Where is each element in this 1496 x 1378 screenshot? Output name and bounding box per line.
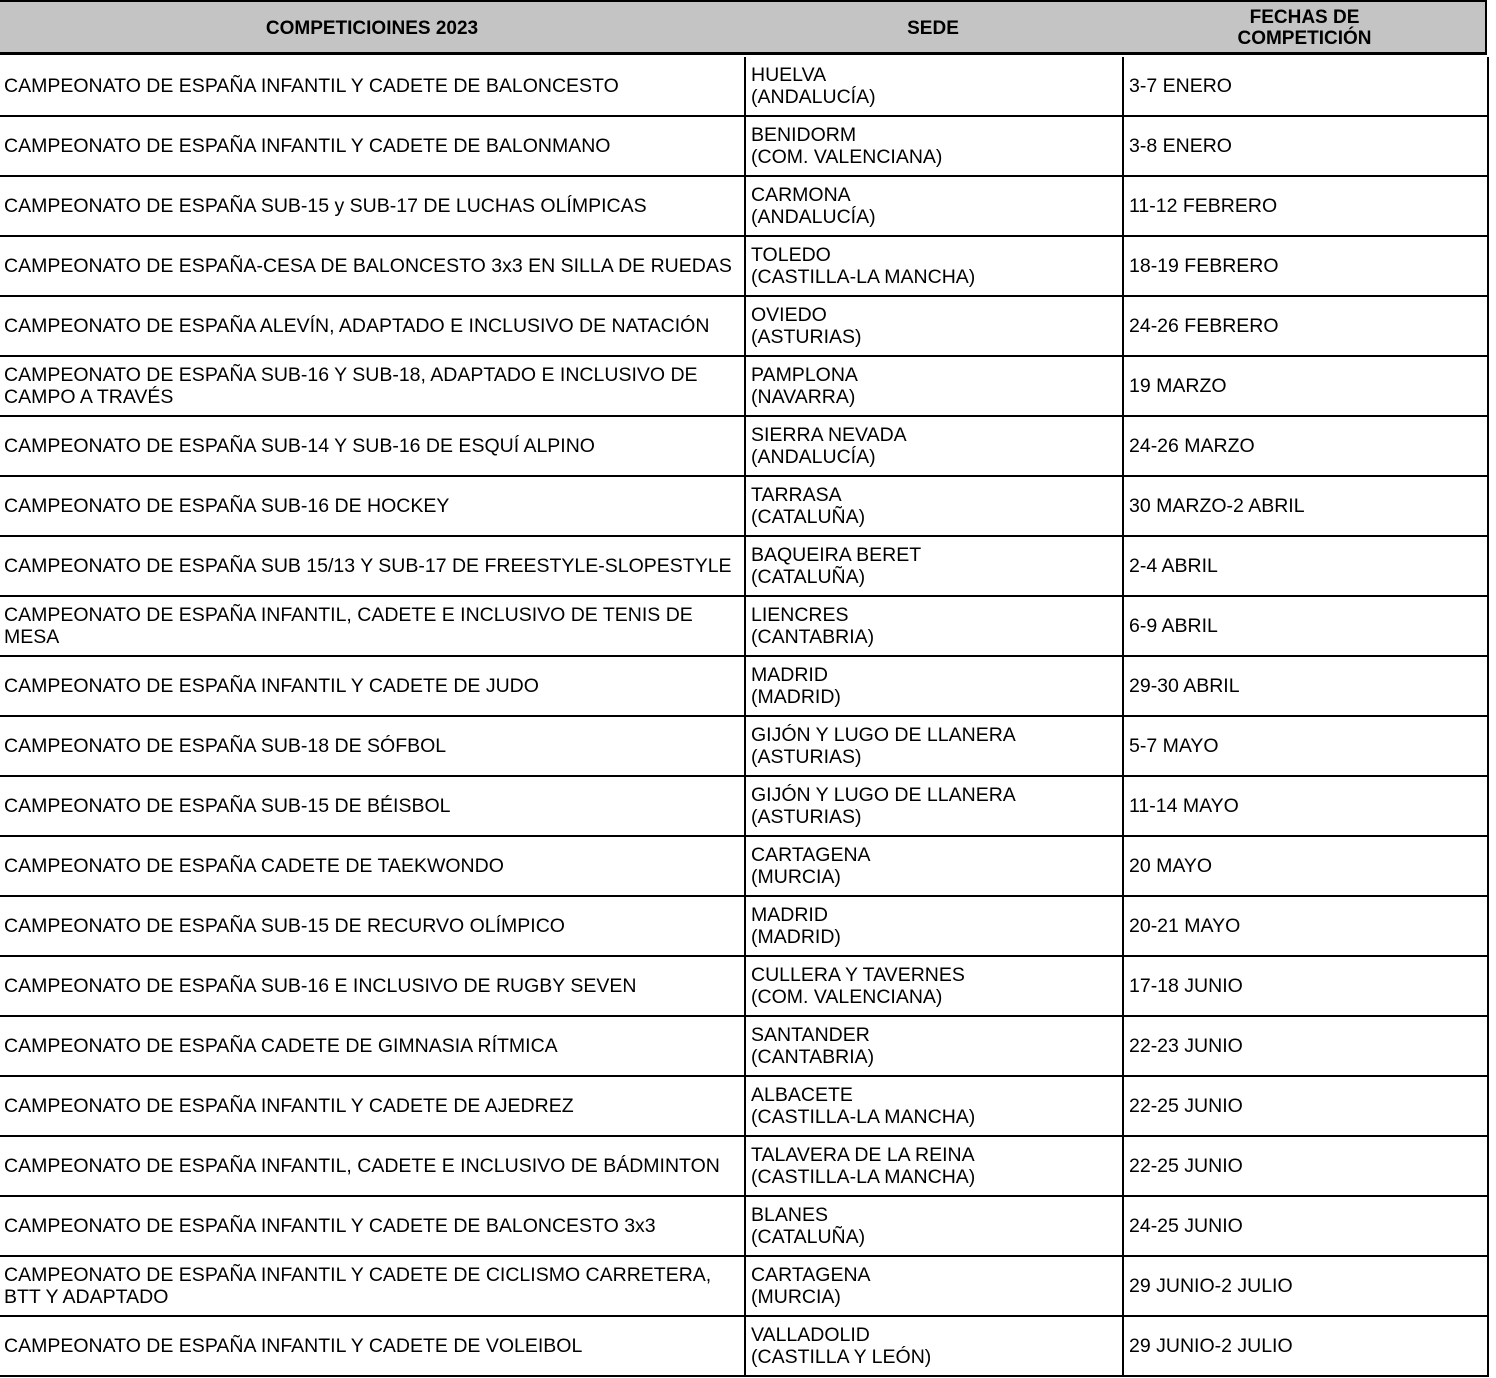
competition-cell: CAMPEONATO DE ESPAÑA SUB-16 DE HOCKEY xyxy=(4,495,450,517)
table-row xyxy=(0,1197,1489,1257)
table-row xyxy=(0,417,1489,477)
dates-cell: 22-25 JUNIO xyxy=(1122,1077,1489,1135)
venue-cell xyxy=(744,537,1122,595)
venue-cell xyxy=(744,1137,1122,1195)
venue-cell xyxy=(744,1077,1122,1135)
venue-region: (CANTABRIA) xyxy=(751,1046,875,1068)
venue-city: CARTAGENA xyxy=(751,844,871,866)
table-row xyxy=(0,777,1489,837)
venue-city: ALBACETE xyxy=(751,1084,853,1106)
venue-city: BENIDORM xyxy=(751,124,857,146)
venue-cell xyxy=(744,237,1122,295)
table-row xyxy=(0,177,1489,237)
venue-region: (MADRID) xyxy=(751,686,841,708)
venue-city: CULLERA Y TAVERNES xyxy=(751,964,965,986)
venue-city: GIJÓN Y LUGO DE LLANERA xyxy=(751,724,1016,746)
dates-cell: 20-21 MAYO xyxy=(1122,897,1489,955)
venue-city: TALAVERA DE LA REINA xyxy=(751,1144,975,1166)
dates-cell: 2-4 ABRIL xyxy=(1122,537,1489,595)
competition-cell: CAMPEONATO DE ESPAÑA INFANTIL Y CADETE DE VOLEIBOL xyxy=(4,1335,583,1357)
dates-cell: 24-26 FEBRERO xyxy=(1122,297,1489,355)
venue-cell xyxy=(744,357,1122,415)
header-dates xyxy=(1122,2,1487,54)
venue-cell xyxy=(744,777,1122,835)
competition-cell: CAMPEONATO DE ESPAÑA SUB-14 Y SUB-16 DE ESQUÍ ALPINO xyxy=(4,435,595,457)
table-row xyxy=(0,357,1489,417)
header-dates-line1: FECHAS DE xyxy=(1249,7,1360,28)
venue-city: BAQUEIRA BERET xyxy=(751,544,922,566)
venue-city: PAMPLONA xyxy=(751,364,858,386)
dates-cell: 22-25 JUNIO xyxy=(1122,1137,1489,1195)
venue-city: CARTAGENA xyxy=(751,1264,871,1286)
dates-cell: 11-12 FEBRERO xyxy=(1122,177,1489,235)
venue-cell xyxy=(744,1197,1122,1255)
competition-cell: CAMPEONATO DE ESPAÑA SUB-15 y SUB-17 DE LUCHAS OLÍMPICAS xyxy=(4,195,647,217)
competition-cell: CAMPEONATO DE ESPAÑA INFANTIL, CADETE E INCLUSIVO DE BÁDMINTON xyxy=(4,1155,720,1177)
dates-cell: 29 JUNIO-2 JULIO xyxy=(1122,1257,1489,1315)
venue-cell xyxy=(744,57,1122,115)
venue-region: (CANTABRIA) xyxy=(751,626,875,648)
venue-city: LIENCRES xyxy=(751,604,849,626)
table-row xyxy=(0,957,1489,1017)
venue-region: (CASTILLA-LA MANCHA) xyxy=(751,1166,976,1188)
dates-cell: 24-26 MARZO xyxy=(1122,417,1489,475)
table-row xyxy=(0,1317,1489,1377)
venue-region: (ASTURIAS) xyxy=(751,326,862,348)
venue-cell xyxy=(744,477,1122,535)
venue-city: OVIEDO xyxy=(751,304,827,326)
competition-cell: CAMPEONATO DE ESPAÑA-CESA DE BALONCESTO 3x3 EN SILLA DE RUEDAS xyxy=(4,255,732,277)
venue-cell xyxy=(744,957,1122,1015)
dates-cell: 5-7 MAYO xyxy=(1122,717,1489,775)
competition-cell: CAMPEONATO DE ESPAÑA SUB-18 DE SÓFBOL xyxy=(4,735,447,757)
table-row xyxy=(0,117,1489,177)
table-row xyxy=(0,1017,1489,1077)
venue-region: (MADRID) xyxy=(751,926,841,948)
header-venue: SEDE xyxy=(907,17,959,39)
venue-city: TOLEDO xyxy=(751,244,831,266)
dates-cell: 22-23 JUNIO xyxy=(1122,1017,1489,1075)
venue-city: TARRASA xyxy=(751,484,842,506)
venue-region: (ASTURIAS) xyxy=(751,806,862,828)
table-row xyxy=(0,837,1489,897)
venue-region: (CASTILLA-LA MANCHA) xyxy=(751,1106,976,1128)
venue-region: (CASTILLA Y LEÓN) xyxy=(751,1346,932,1368)
venue-cell xyxy=(744,297,1122,355)
competition-cell: CAMPEONATO DE ESPAÑA SUB-16 E INCLUSIVO DE RUGBY SEVEN xyxy=(4,975,637,997)
dates-cell: 20 MAYO xyxy=(1122,837,1489,895)
table-row xyxy=(0,657,1489,717)
venue-region: (ASTURIAS) xyxy=(751,746,862,768)
venue-cell xyxy=(744,717,1122,775)
venue-region: (ANDALUCÍA) xyxy=(751,446,876,468)
competition-cell: CAMPEONATO DE ESPAÑA INFANTIL, CADETE E INCLUSIVO DE TENIS DE MESA xyxy=(4,604,693,648)
venue-cell xyxy=(744,1257,1122,1315)
dates-cell: 29 JUNIO-2 JULIO xyxy=(1122,1317,1489,1375)
venue-region: (NAVARRA) xyxy=(751,386,856,408)
competition-cell: CAMPEONATO DE ESPAÑA SUB 15/13 Y SUB-17 DE FREESTYLE-SLOPESTYLE xyxy=(4,555,732,577)
table-row xyxy=(0,297,1489,357)
venue-region: (CATALUÑA) xyxy=(751,506,866,528)
table-row xyxy=(0,237,1489,297)
competition-cell: CAMPEONATO DE ESPAÑA INFANTIL Y CADETE DE BALONMANO xyxy=(4,135,611,157)
competition-cell: CAMPEONATO DE ESPAÑA INFANTIL Y CADETE DE BALONCESTO xyxy=(4,75,619,97)
venue-cell xyxy=(744,117,1122,175)
table-row xyxy=(0,597,1489,657)
venue-city: SIERRA NEVADA xyxy=(751,424,907,446)
venue-city: MADRID xyxy=(751,664,828,686)
competition-cell: CAMPEONATO DE ESPAÑA SUB-16 Y SUB-18, ADAPTADO E INCLUSIVO DE CAMPO A TRAVÉS xyxy=(4,364,698,408)
venue-region: (ANDALUCÍA) xyxy=(751,86,876,108)
table-row xyxy=(0,1257,1489,1317)
venue-city: GIJÓN Y LUGO DE LLANERA xyxy=(751,784,1016,806)
venue-region: (MURCIA) xyxy=(751,1286,841,1308)
table-row xyxy=(0,897,1489,957)
venue-city: SANTANDER xyxy=(751,1024,870,1046)
competition-cell: CAMPEONATO DE ESPAÑA INFANTIL Y CADETE DE AJEDREZ xyxy=(4,1095,574,1117)
competition-cell: CAMPEONATO DE ESPAÑA INFANTIL Y CADETE DE BALONCESTO 3x3 xyxy=(4,1215,656,1237)
header-competitions: COMPETICIOINES 2023 xyxy=(265,17,479,39)
venue-cell xyxy=(744,657,1122,715)
dates-cell: 3-8 ENERO xyxy=(1122,117,1489,175)
dates-cell: 19 MARZO xyxy=(1122,357,1489,415)
table-row xyxy=(0,717,1489,777)
dates-cell: 17-18 JUNIO xyxy=(1122,957,1489,1015)
competition-cell: CAMPEONATO DE ESPAÑA ALEVÍN, ADAPTADO E INCLUSIVO DE NATACIÓN xyxy=(4,315,710,337)
dates-cell: 6-9 ABRIL xyxy=(1122,597,1489,655)
venue-region: (MURCIA) xyxy=(751,866,841,888)
table-row xyxy=(0,537,1489,597)
competition-cell: CAMPEONATO DE ESPAÑA INFANTIL Y CADETE DE JUDO xyxy=(4,675,539,697)
venue-region: (CATALUÑA) xyxy=(751,566,866,588)
table-header xyxy=(0,0,1487,55)
header-dates-line2: COMPETICIÓN xyxy=(1237,28,1372,49)
dates-cell: 11-14 MAYO xyxy=(1122,777,1489,835)
dates-cell: 3-7 ENERO xyxy=(1122,57,1489,115)
competition-cell: CAMPEONATO DE ESPAÑA INFANTIL Y CADETE DE CICLISMO CARRETERA, BTT Y ADAPTADO xyxy=(4,1264,712,1308)
venue-city: CARMONA xyxy=(751,184,851,206)
competition-cell: CAMPEONATO DE ESPAÑA SUB-15 DE BÉISBOL xyxy=(4,795,451,817)
table-row xyxy=(0,1077,1489,1137)
venue-cell xyxy=(744,597,1122,655)
venue-region: (ANDALUCÍA) xyxy=(751,206,876,228)
venue-region: (CATALUÑA) xyxy=(751,1226,866,1248)
dates-cell: 29-30 ABRIL xyxy=(1122,657,1489,715)
dates-cell: 30 MARZO-2 ABRIL xyxy=(1122,477,1489,535)
venue-region: (COM. VALENCIANA) xyxy=(751,146,943,168)
competition-cell: CAMPEONATO DE ESPAÑA CADETE DE TAEKWONDO xyxy=(4,855,504,877)
venue-city: VALLADOLID xyxy=(751,1324,870,1346)
dates-cell: 18-19 FEBRERO xyxy=(1122,237,1489,295)
venue-cell xyxy=(744,177,1122,235)
competition-cell: CAMPEONATO DE ESPAÑA SUB-15 DE RECURVO OLÍMPICO xyxy=(4,915,565,937)
venue-cell xyxy=(744,1317,1122,1375)
venue-city: HUELVA xyxy=(751,64,827,86)
table-row xyxy=(0,477,1489,537)
venue-city: MADRID xyxy=(751,904,828,926)
venue-region: (CASTILLA-LA MANCHA) xyxy=(751,266,976,288)
venue-cell xyxy=(744,837,1122,895)
venue-city: BLANES xyxy=(751,1204,828,1226)
venue-cell xyxy=(744,897,1122,955)
venue-region: (COM. VALENCIANA) xyxy=(751,986,943,1008)
dates-cell: 24-25 JUNIO xyxy=(1122,1197,1489,1255)
table-row xyxy=(0,1137,1489,1197)
competition-cell: CAMPEONATO DE ESPAÑA CADETE DE GIMNASIA RÍTMICA xyxy=(4,1035,558,1057)
table-row xyxy=(0,57,1489,117)
venue-cell xyxy=(744,1017,1122,1075)
venue-cell xyxy=(744,417,1122,475)
